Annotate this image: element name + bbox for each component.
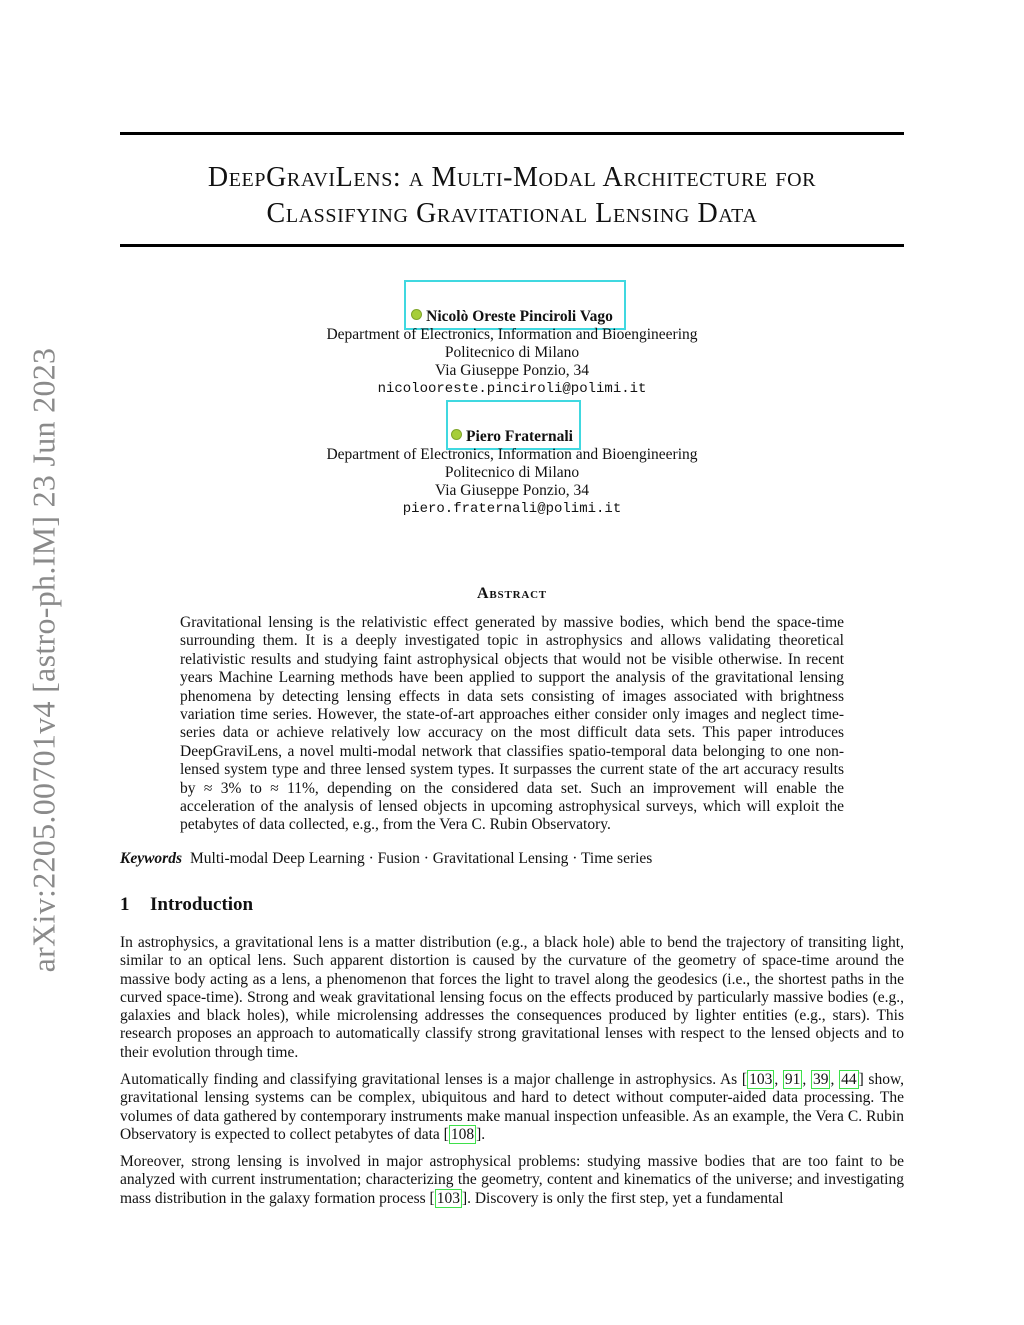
orcid-icon[interactable] xyxy=(451,429,462,440)
author-department: Department of Electronics, Information and Bioengineering xyxy=(326,446,698,463)
title-rule-bottom xyxy=(120,244,904,247)
author-email[interactable]: nicolooreste.pinciroli@polimi.it xyxy=(377,381,647,397)
citation-separator: , xyxy=(802,1071,811,1088)
citation-link[interactable]: 108 xyxy=(450,1125,475,1143)
orcid-icon[interactable] xyxy=(411,309,422,320)
intro-paragraph xyxy=(120,1071,904,1144)
section-number: 1 xyxy=(120,894,130,915)
author-block xyxy=(262,308,762,398)
author-name-text: Piero Fraternali xyxy=(466,428,573,445)
paragraph-text: ]. Discovery is only the first step, yet a fundamental xyxy=(461,1189,784,1207)
paragraph-text: ]. xyxy=(476,1125,486,1143)
citation-link[interactable]: 39 xyxy=(812,1071,829,1088)
abstract-text: Gravitational lensing is the relativistic effect generated by massive bodies, which bend the space-time surrounding them. It is a deeply investigated topic in astrophysics and allows validating theoretical relativistic results and studying faint astrophysical objects that would not be visible otherwise. In recent years Machine Learning methods have been applied to support the analysis of the gravitational lensing phenomena by detecting lensing effects in data sets consisting of images associated with brightness variation time series. However, the state-of-art approaches either consider only images and neglect time-series data or achieve relatively low accuracy on the most difficult data sets. This paper introduces DeepGraviLens, a novel multi-modal network that classifies spatio-temporal data belonging to one non-lensed system type and three lensed system types. It surpasses the current state of the art accuracy results by ≈ 3% to ≈ 11%, depending on the considered data set. Such an improvement will enable the acceleration of the analysis of lensed objects in upcoming astrophysical surveys, which will exploit the petabytes of data collected, e.g., from the Vera C. Rubin Observatory. xyxy=(180,614,844,834)
title-line-1: DeepGraviLens: a Multi-Modal Architecture for xyxy=(207,162,817,193)
keywords-text: Multi-modal Deep Learning · Fusion · Gravitational Lensing · Time series xyxy=(190,850,653,867)
section-heading xyxy=(120,894,253,916)
citation-link[interactable]: 44 xyxy=(841,1071,857,1088)
author-name-text: Nicolò Oreste Pinciroli Vago xyxy=(426,308,613,325)
citation-link[interactable]: 91 xyxy=(784,1071,801,1088)
section-title: Introduction xyxy=(150,894,254,915)
arxiv-stamp: arXiv:2205.00701v4 [astro-ph.IM] 23 Jun 2023 xyxy=(25,347,62,973)
author-address: Via Giuseppe Ponzio, 34 xyxy=(434,482,590,499)
title-rule-top xyxy=(120,132,904,135)
author-email[interactable]: piero.fraternali@polimi.it xyxy=(402,501,622,517)
title-line-2: Classifying Gravitational Lensing Data xyxy=(266,198,758,229)
keywords xyxy=(120,850,904,868)
author-institution: Politecnico di Milano xyxy=(444,464,580,481)
abstract-heading: Abstract xyxy=(477,585,547,602)
paragraph-text: ] show, gravitational lensing systems can be complex, ubiquitous and hard to detect without computer-aided data processing. The volumes of data gathered by contemporary instruments make manual inspection unfeasible. As an example, the Vera C. Rubin Observatory is expected to collect petabytes of data [ xyxy=(120,1071,905,1143)
citation-link[interactable]: 103 xyxy=(436,1189,460,1207)
paragraph-text: Moreover, strong lensing is involved in major astrophysical problems: studying massive bodies that are too faint to be analyzed with current instrumentation; characterizing the geometry, content and kinematics of the universe; and investigating mass distribution in the galaxy formation process [ xyxy=(120,1153,904,1207)
author-institution: Politecnico di Milano xyxy=(444,344,580,361)
author-block xyxy=(262,428,762,518)
paragraph-text: Automatically finding and classifying gravitational lenses is a major challenge in astrophysics. As [ xyxy=(120,1071,748,1088)
citation-link[interactable]: 103 xyxy=(749,1071,773,1088)
paper-title xyxy=(120,160,904,232)
keywords-label: Keywords xyxy=(120,850,182,867)
intro-paragraph: In astrophysics, a gravitational lens is a matter distribution (e.g., a black hole) able to bend the trajectory of transiting light, similar to an optical lens. Such apparent distortion is caused by the curvature of the geometry of space-time around the massive body acting as a lens, a phenomenon that forces the light to travel along the geodesics (i.e., the shortest paths in the curved space-time). Strong and weak gravitational lensing focus on the effects produced by particularly massive bodies (e.g., galaxies and black holes), while microlensing addresses the consequences produced by lighter entities (e.g., stars). This research proposes an approach to automatically classify strong gravitational lenses with respect to the lensed objects and to their evolution through time. xyxy=(120,934,904,1061)
author-name[interactable] xyxy=(411,308,613,326)
author-address: Via Giuseppe Ponzio, 34 xyxy=(434,362,590,379)
intro-paragraph xyxy=(120,1153,904,1208)
author-name[interactable] xyxy=(451,428,573,446)
citation-separator: , xyxy=(830,1071,840,1088)
citation-separator: , xyxy=(774,1071,783,1088)
author-department: Department of Electronics, Information and Bioengineering xyxy=(326,326,698,343)
